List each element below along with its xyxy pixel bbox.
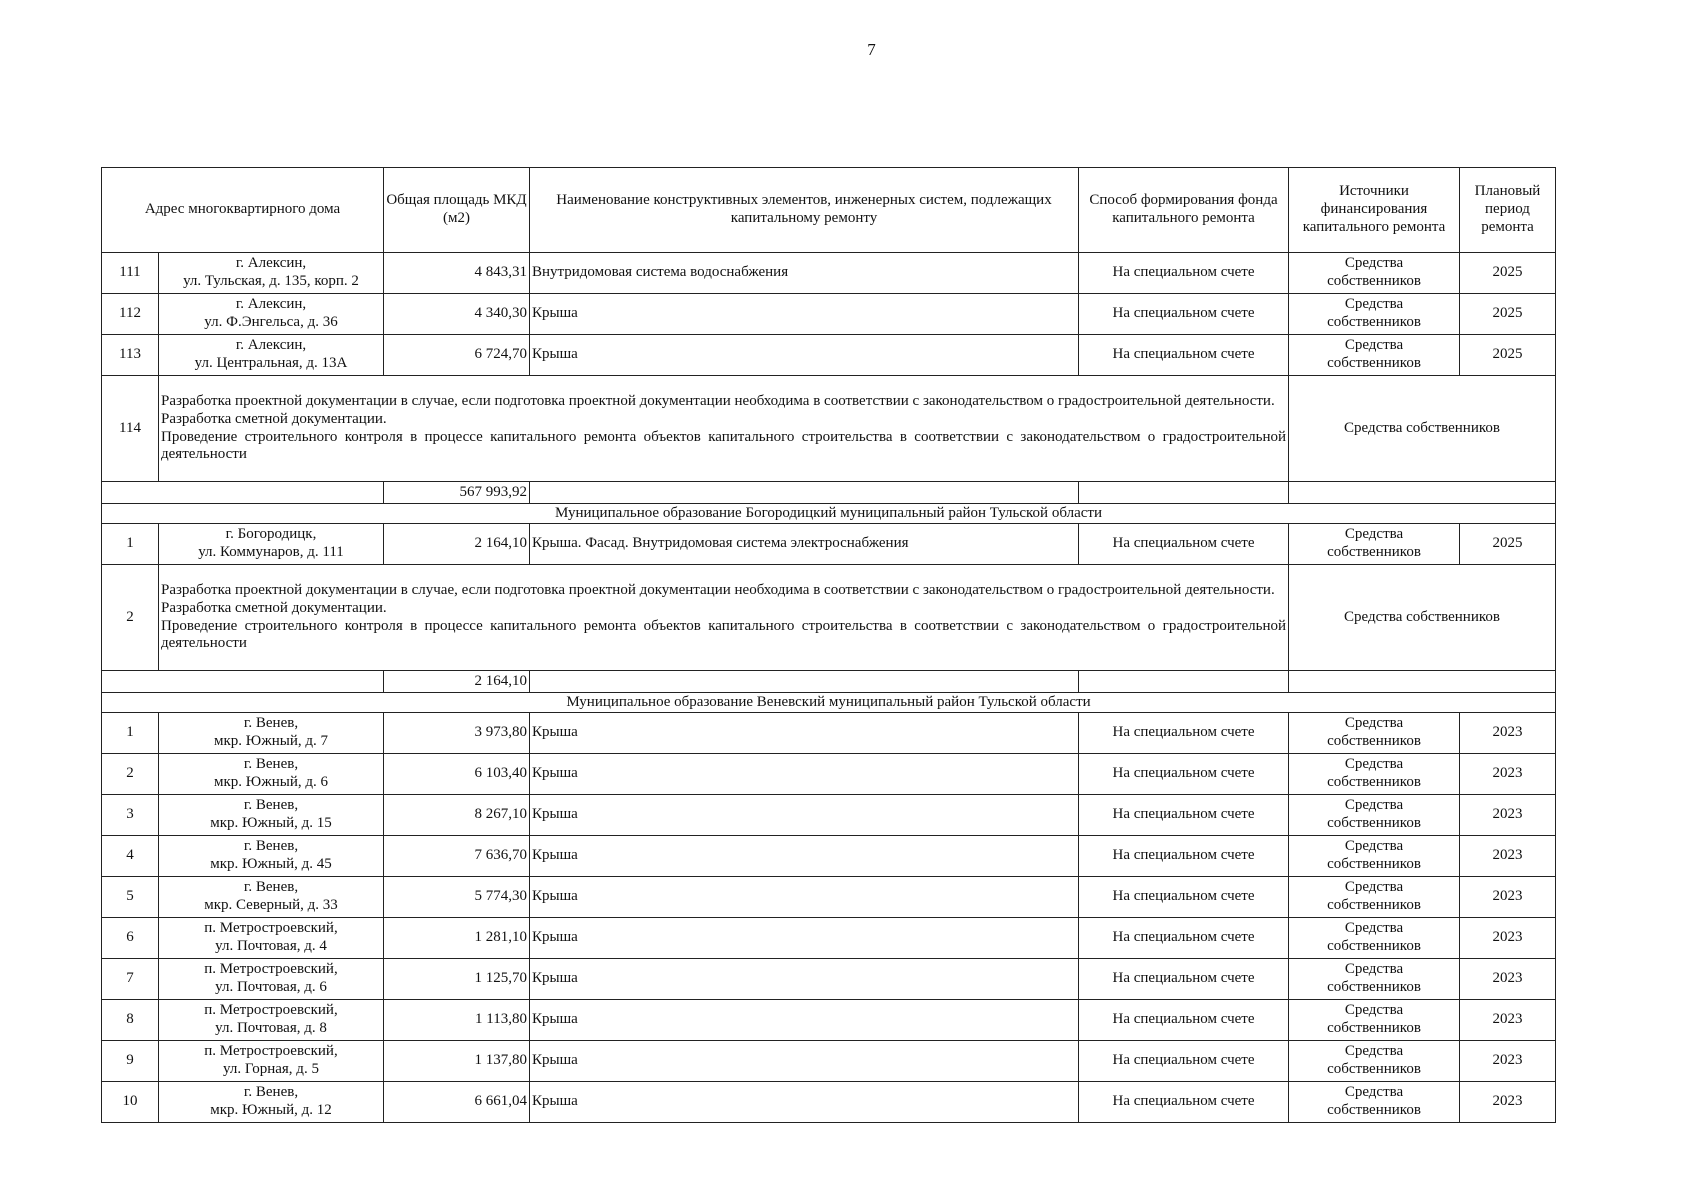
row-period: 2023 [1460, 1041, 1556, 1082]
row-fund-method: На специальном счете [1079, 1082, 1289, 1123]
address-street: ул. Коммунаров, д. 111 [198, 544, 344, 560]
row-source: Средства собственников [1289, 335, 1460, 376]
row-source: Средства собственников [1289, 836, 1460, 877]
table-row [102, 713, 1556, 754]
row-fund-method: На специальном счете [1079, 1000, 1289, 1041]
row-address [159, 713, 384, 754]
address-street: мкр. Северный, д. 33 [204, 897, 338, 913]
row-period: 2023 [1460, 754, 1556, 795]
address-street: ул. Почтовая, д. 8 [215, 1020, 327, 1036]
row-elements: Крыша [530, 877, 1079, 918]
table-row [102, 1082, 1556, 1123]
row-address [159, 1082, 384, 1123]
row-fund-method: На специальном счете [1079, 253, 1289, 294]
row-address [159, 1041, 384, 1082]
header-area: Общая площадь МКД (м2) [384, 168, 530, 253]
row-address [159, 918, 384, 959]
note-row [102, 565, 1556, 671]
row-address [159, 754, 384, 795]
header-sources: Источники финансирования капитального ремонта [1289, 168, 1460, 253]
address-street: мкр. Южный, д. 6 [213, 774, 328, 790]
row-elements: Крыша [530, 754, 1079, 795]
section-bogoroditsk [102, 504, 1556, 693]
row-number: 5 [102, 877, 159, 918]
row-area: 3 973,80 [384, 713, 530, 754]
row-area: 7 636,70 [384, 836, 530, 877]
address-locality: г. Алексин, [235, 296, 307, 313]
address-locality: г. Венев, [243, 1084, 299, 1101]
row-fund-method: На специальном счете [1079, 713, 1289, 754]
total-area: 2 164,10 [384, 671, 530, 693]
address-locality: г. Венев, [243, 715, 299, 732]
row-period: 2023 [1460, 877, 1556, 918]
row-fund-method: На специальном счете [1079, 335, 1289, 376]
note-text: Разработка проектной документации в случае, если подготовка проектной документации необходима в соответствии с законодательством о градостроительной деятельности. Разработка сметной документации. Проведение строительного контроля в процессе капитального ремонта объектов капитального строительства в соответствии с законодательством о градостроительной деятельности [159, 376, 1289, 482]
header-elements: Наименование конструктивных элементов, инженерных систем, подлежащих капитальному ремонту [530, 168, 1079, 253]
total-row [102, 482, 1556, 504]
row-number: 111 [102, 253, 159, 294]
row-address [159, 1000, 384, 1041]
row-address [159, 253, 384, 294]
row-elements: Крыша [530, 1041, 1079, 1082]
row-number: 2 [102, 754, 159, 795]
address-locality: п. Метростроевский, [204, 920, 338, 937]
address-street: ул. Почтовая, д. 6 [215, 979, 327, 995]
row-source: Средства собственников [1289, 877, 1460, 918]
header-fund-method: Способ формирования фонда капитального ремонта [1079, 168, 1289, 253]
row-number: 112 [102, 294, 159, 335]
address-locality: п. Метростроевский, [204, 1043, 338, 1060]
row-fund-method: На специальном счете [1079, 1041, 1289, 1082]
row-area: 1 281,10 [384, 918, 530, 959]
row-number: 3 [102, 795, 159, 836]
address-locality: г. Богородицк, [225, 526, 317, 543]
section-aleksin [102, 253, 1556, 504]
row-source: Средства собственников [1289, 754, 1460, 795]
row-period: 2025 [1460, 524, 1556, 565]
table-row [102, 524, 1556, 565]
row-period: 2023 [1460, 918, 1556, 959]
row-source: Средства собственников [1289, 713, 1460, 754]
note-row [102, 376, 1556, 482]
row-address [159, 294, 384, 335]
row-period: 2023 [1460, 713, 1556, 754]
row-elements: Крыша [530, 795, 1079, 836]
capital-repair-table [101, 167, 1556, 1123]
address-locality: г. Алексин, [235, 255, 307, 272]
table-row [102, 335, 1556, 376]
note-source: Средства собственников [1289, 565, 1556, 671]
address-street: ул. Тульская, д. 135, корп. 2 [183, 273, 359, 289]
row-period: 2023 [1460, 959, 1556, 1000]
row-area: 4 843,31 [384, 253, 530, 294]
address-locality: г. Алексин, [235, 337, 307, 354]
row-fund-method: На специальном счете [1079, 294, 1289, 335]
row-area: 1 137,80 [384, 1041, 530, 1082]
row-elements: Крыша [530, 294, 1079, 335]
row-area: 6 724,70 [384, 335, 530, 376]
row-fund-method: На специальном счете [1079, 959, 1289, 1000]
row-source: Средства собственников [1289, 795, 1460, 836]
table-row [102, 877, 1556, 918]
row-elements: Крыша [530, 335, 1079, 376]
address-street: мкр. Южный, д. 15 [210, 815, 332, 831]
row-period: 2023 [1460, 795, 1556, 836]
row-elements: Крыша. Фасад. Внутридомовая система электроснабжения [530, 524, 1079, 565]
row-area: 1 113,80 [384, 1000, 530, 1041]
row-number: 8 [102, 1000, 159, 1041]
row-period: 2025 [1460, 294, 1556, 335]
row-source: Средства собственников [1289, 294, 1460, 335]
row-fund-method: На специальном счете [1079, 524, 1289, 565]
header-period: Плановый период ремонта [1460, 168, 1556, 253]
municipality-row [102, 693, 1556, 713]
row-number: 2 [102, 565, 159, 671]
row-elements: Крыша [530, 918, 1079, 959]
address-locality: г. Венев, [243, 756, 299, 773]
row-number: 7 [102, 959, 159, 1000]
row-source: Средства собственников [1289, 1000, 1460, 1041]
row-area: 8 267,10 [384, 795, 530, 836]
header-address: Адрес многоквартирного дома [102, 168, 384, 253]
row-number: 114 [102, 376, 159, 482]
address-locality: г. Венев, [243, 838, 299, 855]
table-row [102, 754, 1556, 795]
table-row [102, 795, 1556, 836]
row-address [159, 795, 384, 836]
row-area: 5 774,30 [384, 877, 530, 918]
table-row [102, 918, 1556, 959]
row-number: 10 [102, 1082, 159, 1123]
row-area: 4 340,30 [384, 294, 530, 335]
row-fund-method: На специальном счете [1079, 877, 1289, 918]
row-period: 2025 [1460, 253, 1556, 294]
row-source: Средства собственников [1289, 959, 1460, 1000]
address-locality: п. Метростроевский, [204, 1002, 338, 1019]
row-number: 1 [102, 524, 159, 565]
row-address [159, 877, 384, 918]
row-elements: Крыша [530, 713, 1079, 754]
row-area: 1 125,70 [384, 959, 530, 1000]
address-street: ул. Центральная, д. 13А [194, 355, 348, 371]
table-row [102, 1041, 1556, 1082]
row-source: Средства собственников [1289, 918, 1460, 959]
address-street: мкр. Южный, д. 45 [210, 856, 332, 872]
row-fund-method: На специальном счете [1079, 918, 1289, 959]
municipality-title: Муниципальное образование Веневский муниципальный район Тульской области [102, 693, 1556, 713]
row-fund-method: На специальном счете [1079, 795, 1289, 836]
address-street: ул. Почтовая, д. 4 [215, 938, 327, 954]
municipality-title: Муниципальное образование Богородицкий муниципальный район Тульской области [102, 504, 1556, 524]
row-number: 4 [102, 836, 159, 877]
address-street: мкр. Южный, д. 12 [210, 1102, 332, 1118]
row-address [159, 959, 384, 1000]
address-locality: г. Венев, [243, 797, 299, 814]
municipality-row [102, 504, 1556, 524]
row-address [159, 836, 384, 877]
row-number: 6 [102, 918, 159, 959]
row-period: 2023 [1460, 1082, 1556, 1123]
row-address [159, 335, 384, 376]
row-period: 2025 [1460, 335, 1556, 376]
note-text: Разработка проектной документации в случае, если подготовка проектной документации необходима в соответствии с законодательством о градостроительной деятельности. Разработка сметной документации. Проведение строительного контроля в процессе капитального ремонта объектов капитального строительства в соответствии с законодательством о градостроительной деятельности [159, 565, 1289, 671]
address-locality: п. Метростроевский, [204, 961, 338, 978]
row-area: 6 103,40 [384, 754, 530, 795]
row-period: 2023 [1460, 1000, 1556, 1041]
row-area: 6 661,04 [384, 1082, 530, 1123]
row-address [159, 524, 384, 565]
row-elements: Крыша [530, 836, 1079, 877]
row-fund-method: На специальном счете [1079, 836, 1289, 877]
address-street: ул. Горная, д. 5 [223, 1061, 319, 1077]
table-row [102, 253, 1556, 294]
table-row [102, 959, 1556, 1000]
row-source: Средства собственников [1289, 1041, 1460, 1082]
row-fund-method: На специальном счете [1079, 754, 1289, 795]
table-row [102, 1000, 1556, 1041]
row-number: 9 [102, 1041, 159, 1082]
row-number: 1 [102, 713, 159, 754]
address-street: ул. Ф.Энгельса, д. 36 [204, 314, 338, 330]
row-elements: Крыша [530, 1082, 1079, 1123]
address-street: мкр. Южный, д. 7 [213, 733, 328, 749]
row-period: 2023 [1460, 836, 1556, 877]
note-source: Средства собственников [1289, 376, 1556, 482]
row-elements: Внутридомовая система водоснабжения [530, 253, 1079, 294]
table-row [102, 294, 1556, 335]
row-source: Средства собственников [1289, 524, 1460, 565]
row-elements: Крыша [530, 1000, 1079, 1041]
row-elements: Крыша [530, 959, 1079, 1000]
header-row [102, 168, 1556, 253]
row-source: Средства собственников [1289, 253, 1460, 294]
row-area: 2 164,10 [384, 524, 530, 565]
table-row [102, 836, 1556, 877]
page-number: 7 [867, 40, 876, 59]
row-number: 113 [102, 335, 159, 376]
address-locality: г. Венев, [243, 879, 299, 896]
row-source: Средства собственников [1289, 1082, 1460, 1123]
total-area: 567 993,92 [384, 482, 530, 504]
total-row [102, 671, 1556, 693]
section-venev [102, 693, 1556, 1123]
